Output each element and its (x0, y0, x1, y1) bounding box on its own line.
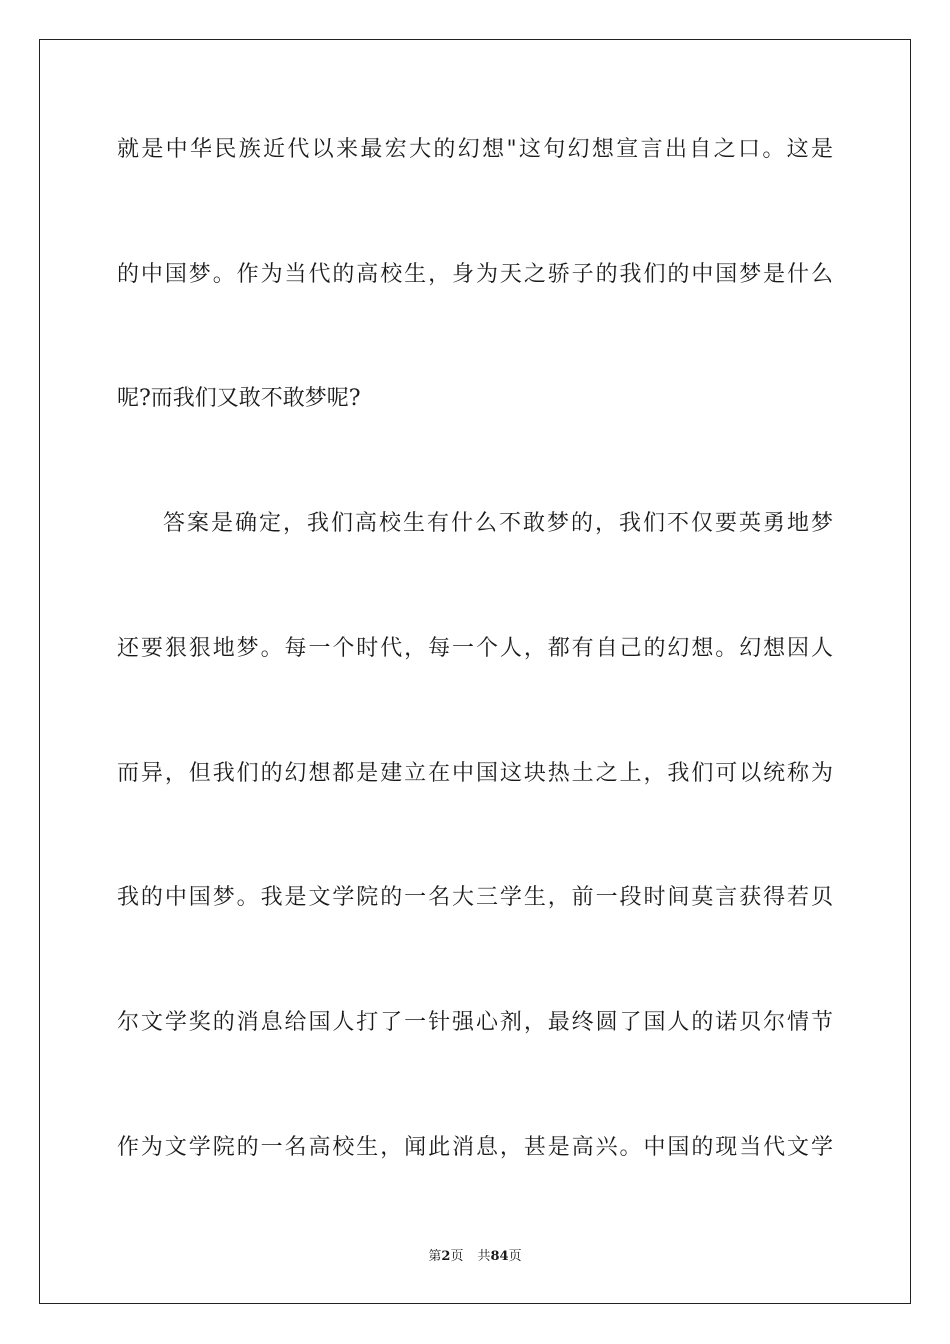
text-line: 的中国梦。作为当代的高校生，身为天之骄子的我们的中国梦是什么 (117, 262, 833, 287)
text-line: 我的中国梦。我是文学院的一名大三学生，前一段时间莫言获得若贝 (117, 885, 833, 910)
text-line: 尔文学奖的消息给国人打了一针强心剂，最终圆了国人的诺贝尔情节 (117, 1010, 833, 1035)
text-line: 呢?而我们又敢不敢梦呢? (117, 386, 361, 411)
page-suffix: 页 (450, 1249, 464, 1264)
paragraph-first-line: 答案是确定，我们高校生有什么不敢梦的，我们不仅要英勇地梦 (163, 511, 833, 536)
total-suffix: 页 (508, 1249, 522, 1264)
total-pages: 84 (490, 1249, 509, 1264)
page-border (39, 39, 911, 1304)
text-line: 还要狠狠地梦。每一个时代，每一个人，都有自己的幻想。幻想因人 (117, 636, 833, 661)
page-footer (0, 1248, 950, 1266)
text-line: 作为文学院的一名高校生，闻此消息，甚是高兴。中国的现当代文学 (117, 1135, 833, 1160)
page-number: 2 (441, 1249, 451, 1264)
page-prefix: 第 (428, 1249, 442, 1264)
text-line: 就是中华民族近代以来最宏大的幻想"这句幻想宣言出自之口。这是 (117, 137, 833, 162)
text-line: 而异，但我们的幻想都是建立在中国这块热土之上，我们可以统称为 (117, 761, 833, 786)
total-prefix: 共 (477, 1249, 491, 1264)
